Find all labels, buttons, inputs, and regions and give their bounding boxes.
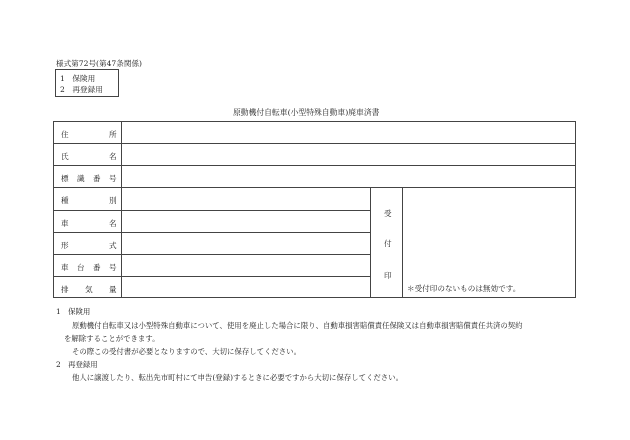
note-insurance-text: その際この受付書が必要となりますので、大切に保存してください。 (72, 347, 301, 356)
row-divider (54, 165, 575, 166)
field-label-chassis-number: 車 台 番 号 (61, 263, 117, 272)
stamp-label-char: 付 (384, 239, 392, 248)
note-insurance-heading: 1 保険用 (56, 307, 91, 316)
field-label-displacement: 排 気 量 (61, 285, 117, 294)
note-reregister-text: 他人に譲渡したり、転出先市町村にて申告(登録)するときに必要ですから大切に保存してください。 (72, 373, 403, 382)
field-label-model: 形 式 (61, 241, 117, 250)
stamp-validity-note: ＊受付印のないものは無効です。 (407, 284, 521, 293)
note-reregister-heading: 2 再登録用 (56, 360, 98, 369)
field-label-vehicle-name: 車 名 (61, 219, 117, 228)
note-insurance-text: を解除することができます。 (64, 334, 160, 343)
form-number: 様式第72号(第47条関係) (56, 59, 142, 68)
scrap-certificate-table (53, 121, 576, 298)
row-divider (54, 143, 575, 144)
stamp-area-divider (402, 187, 403, 297)
stamp-area-divider (370, 187, 371, 297)
stamp-label-char: 印 (384, 271, 392, 280)
usage-option-insurance: 1 保険用 (60, 74, 96, 83)
field-label-type: 種 別 (61, 196, 117, 205)
usage-option-reregistration: 2 再登録用 (60, 85, 103, 94)
document-title: 原動機付自転車(小型特殊自動車)廃車済書 (233, 108, 380, 117)
field-label-name: 氏 名 (61, 152, 117, 161)
row-divider (54, 187, 575, 188)
usage-options-box (55, 69, 119, 97)
note-insurance-text: 原動機付自転車又は小型特殊自動車について、使用を廃止した場合に限り、自動車損害賠償責任保険又は自動車損害賠償責任共済の契約 (72, 321, 523, 330)
stamp-label-char: 受 (384, 209, 392, 218)
field-label-address: 住 所 (61, 130, 117, 139)
label-column-divider (121, 122, 122, 297)
field-label-plate-number: 標 識 番 号 (61, 174, 117, 183)
